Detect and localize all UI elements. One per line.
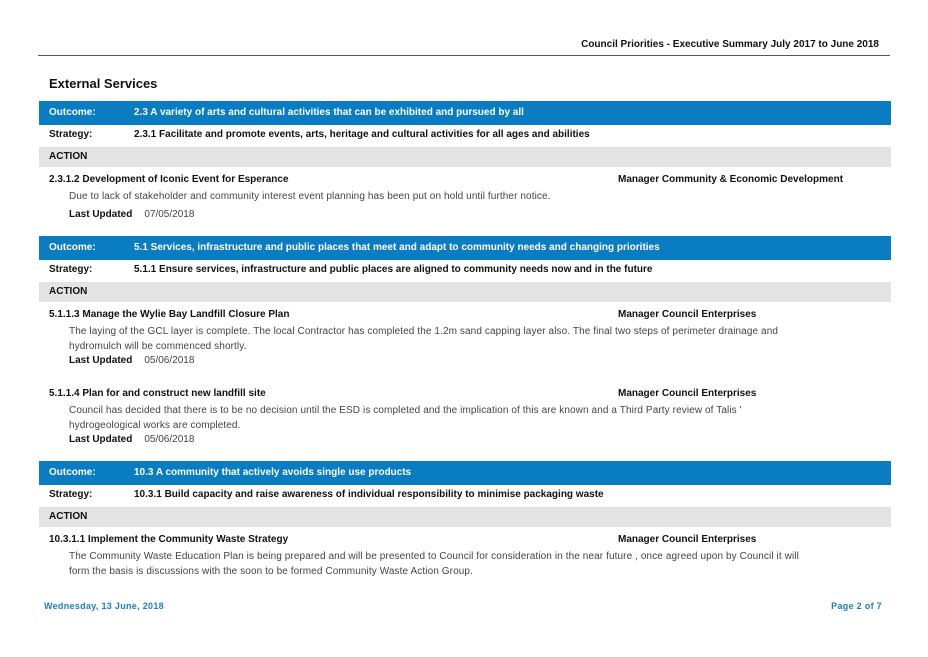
outcome-text: 5.1 Services, infrastructure and public places that meet and adapt to community needs and changing priorities xyxy=(134,242,660,253)
action-responsible: Manager Community & Economic Development xyxy=(618,174,844,185)
last-updated-date: 05/06/2018 xyxy=(144,434,195,445)
action-header: ACTION xyxy=(39,282,891,302)
outcome-label: Outcome: xyxy=(49,467,96,478)
strategy-row xyxy=(39,485,891,505)
action-responsible: Manager Council Enterprises xyxy=(618,388,757,399)
outcome-band xyxy=(39,461,891,485)
action-description: Council has decided that there is to be no decision until the ESD is completed and the implication of this are known and a Third Party review of Talis ' hydrogeological works are completed. xyxy=(69,405,742,431)
last-updated xyxy=(69,434,194,445)
strategy-label: Strategy: xyxy=(49,129,93,140)
action-responsible: Manager Council Enterprises xyxy=(618,534,757,545)
action-description: Due to lack of stakeholder and community interest event planning has been put on hold until further notice. xyxy=(69,191,551,202)
last-updated-label: Last Updated xyxy=(69,355,133,366)
outcome-text: 2.3 A variety of arts and cultural activities that can be exhibited and pursued by all xyxy=(134,107,524,118)
outcome-label: Outcome: xyxy=(49,107,96,118)
page-number: Page 2 of 7 xyxy=(831,601,882,611)
strategy-text: 10.3.1 Build capacity and raise awareness of individual responsibility to minimise packaging waste xyxy=(134,489,604,500)
last-updated-date: 07/05/2018 xyxy=(144,209,195,220)
last-updated xyxy=(69,355,194,366)
outcome-band xyxy=(39,101,891,125)
header-divider xyxy=(38,55,890,56)
action-header: ACTION xyxy=(39,507,891,527)
strategy-text: 5.1.1 Ensure services, infrastructure and public places are aligned to community needs now and in the future xyxy=(134,264,653,275)
strategy-text: 2.3.1 Facilitate and promote events, arts, heritage and cultural activities for all ages and abilities xyxy=(134,129,590,140)
action-title: 2.3.1.2 Development of Iconic Event for Esperance xyxy=(49,174,289,185)
action-responsible: Manager Council Enterprises xyxy=(618,309,757,320)
last-updated-date: 05/06/2018 xyxy=(144,355,195,366)
outcome-text: 10.3 A community that actively avoids single use products xyxy=(134,467,412,478)
action-description: The laying of the GCL layer is complete. The local Contractor has completed the 1.2m sand capping layer also. The final two steps of perimeter drainage and hydromulch will be commenced shortly. xyxy=(69,326,779,352)
report-header-title: Council Priorities - Executive Summary July 2017 to June 2018 xyxy=(581,39,879,50)
strategy-label: Strategy: xyxy=(49,264,93,275)
strategy-row xyxy=(39,260,891,280)
outcome-band xyxy=(39,236,891,260)
last-updated-label: Last Updated xyxy=(69,434,133,445)
last-updated xyxy=(69,209,194,220)
action-title: 5.1.1.4 Plan for and construct new landfill site xyxy=(49,388,266,399)
action-title: 5.1.1.3 Manage the Wylie Bay Landfill Closure Plan xyxy=(49,309,290,320)
strategy-label: Strategy: xyxy=(49,489,93,500)
last-updated-label: Last Updated xyxy=(69,209,133,220)
footer-date: Wednesday, 13 June, 2018 xyxy=(44,601,164,611)
action-title: 10.3.1.1 Implement the Community Waste Strategy xyxy=(49,534,289,545)
action-header: ACTION xyxy=(39,147,891,167)
strategy-row xyxy=(39,125,891,145)
outcome-label: Outcome: xyxy=(49,242,96,253)
section-title: External Services xyxy=(49,76,158,91)
action-description: The Community Waste Education Plan is being prepared and will be presented to Council for consideration in the near future , once agreed upon by Council it will form the basis is discussions with the soon to be formed Community Waste Action Group. xyxy=(69,551,799,577)
